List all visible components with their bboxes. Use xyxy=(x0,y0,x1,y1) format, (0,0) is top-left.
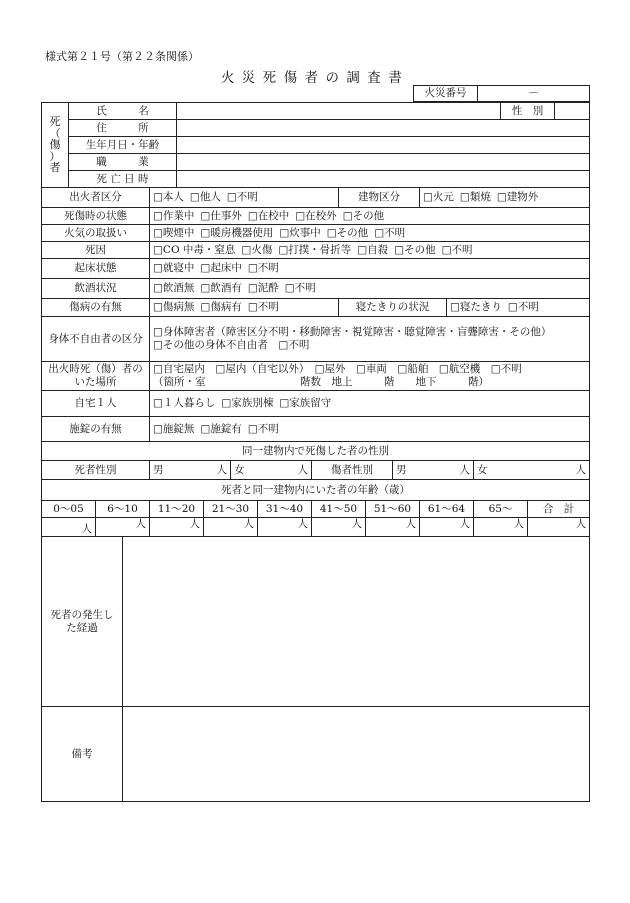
bedridden-options xyxy=(447,299,590,317)
location-line-2[interactable]: （箇所・室 階数 地上 階 地下 階） xyxy=(153,376,489,388)
location-line-1[interactable]: □自宅屋内 □屋内（自宅以外） □屋外 □車両 □船舶 □航空機 □不明 xyxy=(153,363,522,376)
fire-number-value[interactable]: － xyxy=(478,86,590,102)
disabled-line-2[interactable]: □その他の身体不自由者 □不明 xyxy=(153,339,310,351)
injured-female-field[interactable]: 女 人 xyxy=(474,461,590,480)
age-count-field[interactable]: 人 xyxy=(150,518,204,537)
age-count-field[interactable]: 人 xyxy=(258,518,312,537)
fire-handling-label: 火気の取扱い xyxy=(42,225,150,242)
survey-table xyxy=(41,102,590,802)
cause-options xyxy=(150,242,590,259)
checkbox-option[interactable]: □自殺 xyxy=(357,243,389,256)
checkbox-option[interactable]: □傷病有 xyxy=(200,301,242,314)
checkbox-option[interactable]: □不明 xyxy=(374,226,406,239)
cause-label: 死因 xyxy=(42,242,150,259)
age-bracket: 31～40 xyxy=(258,501,312,518)
checkbox-option[interactable]: □暖房機器使用 xyxy=(200,226,274,239)
location-label: 出火時死（傷）者のいた場所 xyxy=(42,362,150,391)
wake-label: 起床状態 xyxy=(42,259,150,279)
sex-field[interactable] xyxy=(555,103,590,120)
checkbox-option[interactable]: □本人 xyxy=(153,191,184,204)
age-count-total[interactable]: 人 xyxy=(528,518,590,537)
remarks-field[interactable] xyxy=(123,707,590,802)
narrative-label: 死者の発生した経過 xyxy=(42,537,123,707)
address-label: 住 所 xyxy=(69,120,177,137)
fire-person-options xyxy=(150,188,339,208)
dead-sex-label: 死者性別 xyxy=(42,461,150,480)
page-title: 火災死傷者の調査書 xyxy=(220,70,410,86)
checkbox-option[interactable]: □家族留守 xyxy=(279,397,332,410)
illness-label: 傷病の有無 xyxy=(42,299,150,317)
fire-number-box xyxy=(413,85,590,102)
checkbox-option[interactable]: □火元 xyxy=(423,191,454,204)
checkbox-option[interactable]: □不明 xyxy=(247,422,279,435)
occupation-field[interactable] xyxy=(177,154,590,171)
checkbox-option[interactable]: □施錠無 xyxy=(153,422,195,435)
birth-label: 生年月日・年齢 xyxy=(69,137,177,154)
disabled-line-1[interactable]: □身体障害者（障害区分不明・移動障害・視覚障害・聴覚障害・盲聾障害・その他） xyxy=(153,326,552,339)
death-date-field[interactable] xyxy=(177,171,590,188)
wake-options xyxy=(150,259,590,279)
checkbox-option[interactable]: □他人 xyxy=(189,191,221,204)
same-building-sex-heading: 同一建物内で死傷した者の性別 xyxy=(42,442,590,461)
disabled-label: 身体不自由者の区分 xyxy=(42,317,150,362)
checkbox-option[interactable]: □その他 xyxy=(342,209,385,222)
fire-person-label: 出火者区分 xyxy=(42,188,150,208)
age-bracket: 51～60 xyxy=(366,501,420,518)
birth-field[interactable] xyxy=(177,137,590,154)
lock-options xyxy=(150,417,590,442)
checkbox-option[interactable]: □類焼 xyxy=(459,191,491,204)
building-label: 建物区分 xyxy=(339,188,420,208)
bedridden-label: 寝たきりの状況 xyxy=(339,299,447,317)
checkbox-option[interactable]: □飲酒無 xyxy=(153,282,195,295)
person-side-label: 死 （ 傷 ） 者 xyxy=(42,103,69,188)
checkbox-option[interactable]: □１人暮らし xyxy=(153,397,216,410)
checkbox-option[interactable]: □傷病無 xyxy=(153,301,195,314)
checkbox-option[interactable]: □その他 xyxy=(326,226,369,239)
age-count-field[interactable]: 人 xyxy=(420,518,474,537)
checkbox-option[interactable]: □CO 中毒・窒息 xyxy=(153,243,236,256)
checkbox-option[interactable]: □不明 xyxy=(226,191,258,204)
location-options xyxy=(150,362,590,391)
age-bracket: 0～05 xyxy=(42,501,96,518)
home-alone-options xyxy=(150,391,590,417)
lock-label: 施錠の有無 xyxy=(42,417,150,442)
checkbox-option[interactable]: □施錠有 xyxy=(200,422,242,435)
age-count-field[interactable]: 人 xyxy=(366,518,420,537)
checkbox-option[interactable]: □家族別棟 xyxy=(221,397,274,410)
checkbox-option[interactable]: □作業中 xyxy=(153,209,195,222)
dead-male-field[interactable]: 男 人 xyxy=(150,461,231,480)
checkbox-option[interactable]: □寝たきり xyxy=(450,301,502,314)
checkbox-option[interactable]: □在校外 xyxy=(295,209,337,222)
death-date-label: 死 亡 日 時 xyxy=(69,171,177,188)
checkbox-option[interactable]: □飲酒有 xyxy=(200,282,242,295)
sex-label: 性 別 xyxy=(501,103,555,120)
narrative-field[interactable] xyxy=(123,537,590,707)
checkbox-option[interactable]: □その他 xyxy=(394,243,436,256)
age-bracket: 61～64 xyxy=(420,501,474,518)
age-count-field[interactable]: 人 xyxy=(42,518,96,537)
address-field[interactable] xyxy=(177,120,590,137)
checkbox-option[interactable]: □喫煙中 xyxy=(153,226,195,239)
checkbox-option[interactable]: □火傷 xyxy=(241,243,273,256)
age-bracket: 6～10 xyxy=(96,501,150,518)
disabled-options xyxy=(150,317,590,362)
checkbox-option[interactable]: □炊事中 xyxy=(279,226,321,239)
checkbox-option[interactable]: □不明 xyxy=(441,243,473,256)
checkbox-option[interactable]: □不明 xyxy=(507,301,539,314)
checkbox-option[interactable]: □不明 xyxy=(247,262,279,275)
checkbox-option[interactable]: □泥酔 xyxy=(247,282,279,295)
age-bracket-total: 合 計 xyxy=(528,501,590,518)
status-label: 死傷時の状態 xyxy=(42,208,150,225)
name-label: 氏 名 xyxy=(69,103,177,120)
name-field[interactable] xyxy=(177,103,501,120)
injured-male-field[interactable]: 男 人 xyxy=(393,461,474,480)
drink-options xyxy=(150,279,590,299)
ages-heading: 死者と同一建物内にいた者の年齢（歳） xyxy=(42,480,590,501)
form-number: 様式第２１号（第２２条関係） xyxy=(45,50,199,63)
checkbox-option[interactable]: □就寝中 xyxy=(153,262,195,275)
fire-number-label: 火災番号 xyxy=(414,86,478,102)
injured-sex-label: 傷者性別 xyxy=(312,461,393,480)
age-count-field[interactable]: 人 xyxy=(96,518,150,537)
fire-handling-options xyxy=(150,225,590,242)
occupation-label: 職 業 xyxy=(69,154,177,171)
age-count-field[interactable]: 人 xyxy=(312,518,366,537)
building-options xyxy=(420,188,590,208)
checkbox-option[interactable]: □建物外 xyxy=(496,191,539,204)
home-alone-label: 自宅１人 xyxy=(42,391,150,417)
checkbox-option[interactable]: □不明 xyxy=(284,282,316,295)
checkbox-option[interactable]: □起床中 xyxy=(200,262,242,275)
age-bracket: 65～ xyxy=(474,501,528,518)
remarks-label: 備考 xyxy=(42,707,123,802)
status-options xyxy=(150,208,590,225)
age-bracket: 11～20 xyxy=(150,501,204,518)
age-bracket: 21～30 xyxy=(204,501,258,518)
age-count-field[interactable]: 人 xyxy=(474,518,528,537)
checkbox-option[interactable]: □仕事外 xyxy=(200,209,242,222)
dead-female-field[interactable]: 女 人 xyxy=(231,461,312,480)
checkbox-option[interactable]: □在校中 xyxy=(247,209,290,222)
age-bracket: 41～50 xyxy=(312,501,366,518)
illness-options xyxy=(150,299,339,317)
age-count-field[interactable]: 人 xyxy=(204,518,258,537)
drink-label: 飲酒状況 xyxy=(42,279,150,299)
checkbox-option[interactable]: □打撲・骨折等 xyxy=(278,243,352,256)
checkbox-option[interactable]: □不明 xyxy=(247,301,279,314)
